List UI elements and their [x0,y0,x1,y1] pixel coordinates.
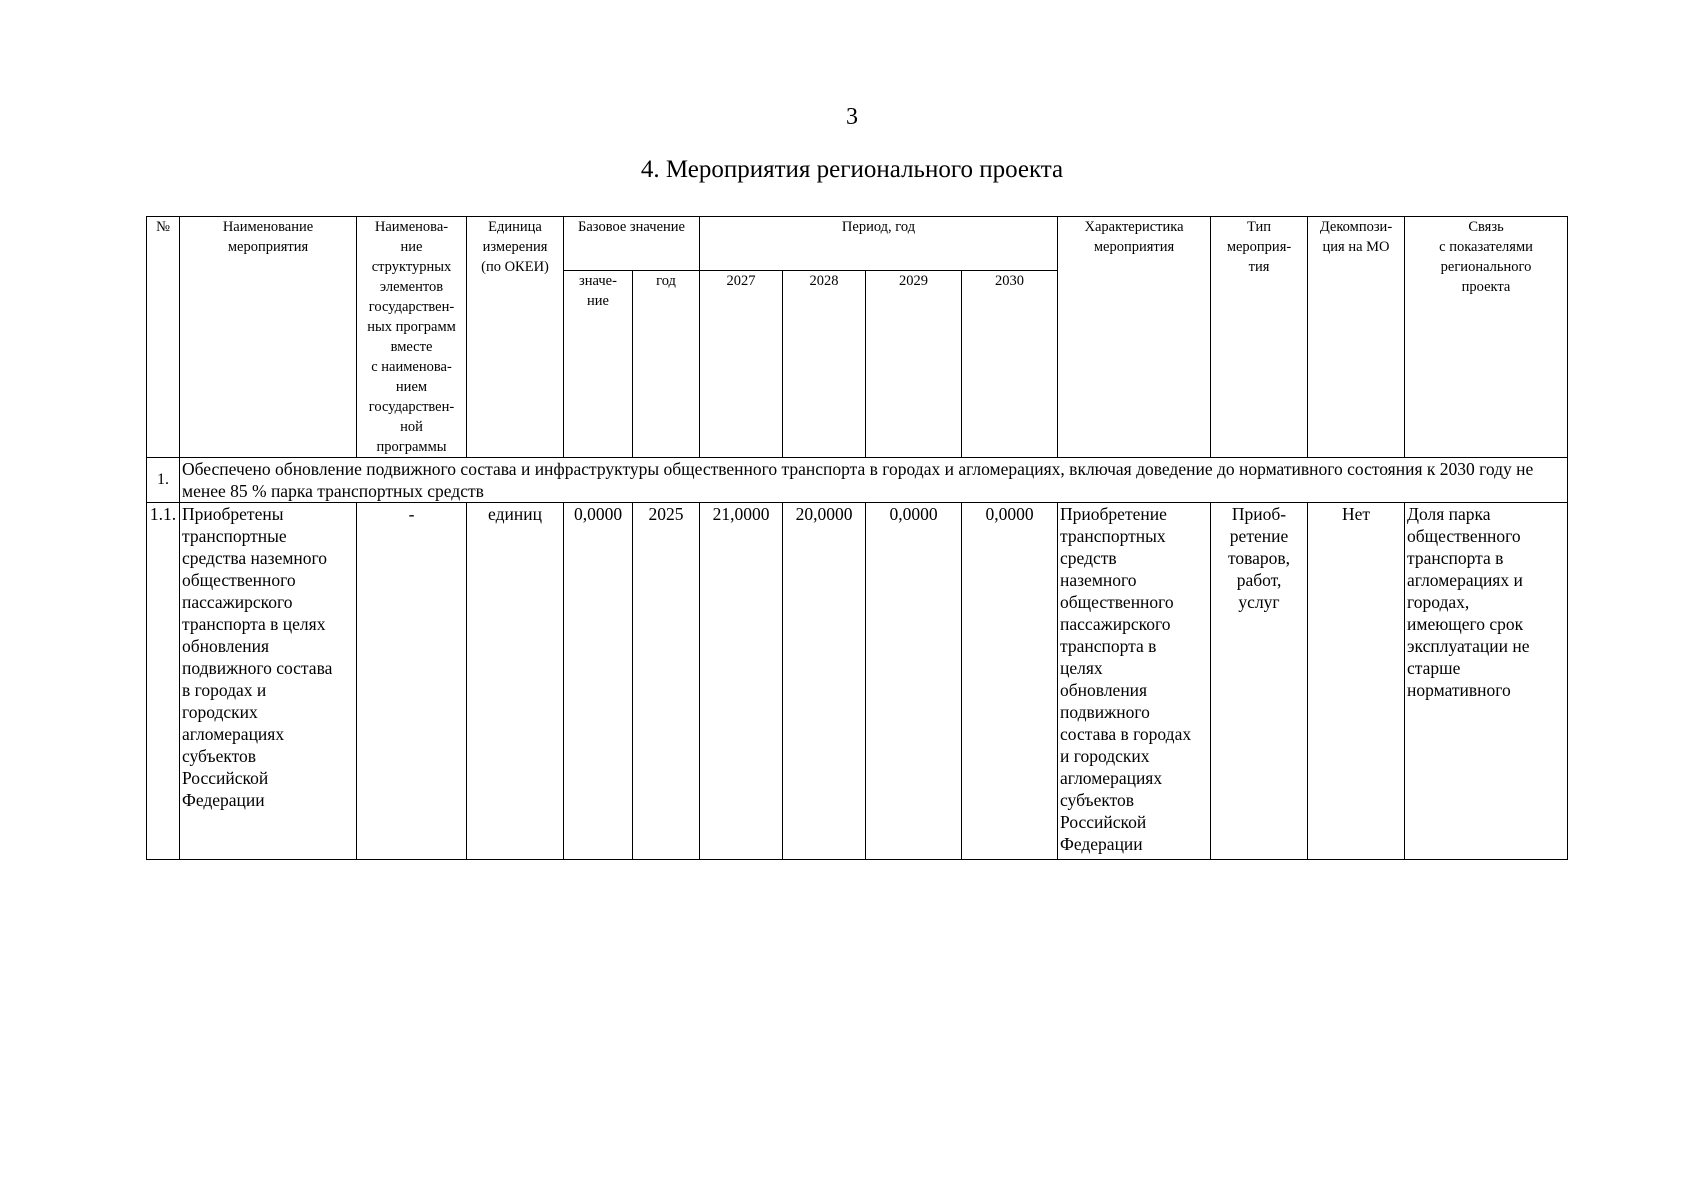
row-value-2030: 0,0000 [962,503,1058,860]
row-unit: единиц [467,503,564,860]
header-decomposition: Декомпози- ция на МО [1308,217,1405,458]
header-structural: Наименова- ние структурных элементов государствен- ных программ вместе с наименова- нием государствен- ной программы [357,217,467,458]
row-decomposition: Нет [1308,503,1405,860]
row-value-2029: 0,0000 [866,503,962,860]
row-value-2027: 21,0000 [700,503,783,860]
row-characteristic: Приобретение транспортных средств наземного общественного пассажирского транспорта в целях обновления подвижного состава в городах и городских агломерациях субъектов Российской Федерации [1058,503,1211,860]
header-year-2029: 2029 [866,270,962,457]
table-row [147,503,1568,860]
goal-row [147,458,1568,503]
header-base-value-sub: значе- ние [564,270,633,457]
row-num: 1.1. [147,503,180,860]
header-period: Период, год [700,217,1058,271]
header-year-2030: 2030 [962,270,1058,457]
header-type: Тип мероприя- тия [1211,217,1308,458]
goal-num: 1. [147,458,180,503]
header-year-2027: 2027 [700,270,783,457]
header-unit: Единица измерения (по ОКЕИ) [467,217,564,458]
header-name: Наименование мероприятия [180,217,357,458]
page-title-text: 4. Мероприятия регионального проекта [640,156,1064,183]
header-base-year-sub: год [633,270,700,457]
header-num: № [147,217,180,458]
row-base-value: 0,0000 [564,503,633,860]
measures-table [146,216,1568,860]
header-base-value: Базовое значение [564,217,700,271]
row-value-2028: 20,0000 [783,503,866,860]
row-link: Доля парка общественного транспорта в агломерациях и городах, имеющего срок эксплуатации не старше нормативного [1405,503,1568,860]
goal-text: Обеспечено обновление подвижного состава и инфраструктуры общественного транспорта в городах и агломерациях, включая доведение до нормативного состояния к 2030 году не менее 85 % парка транспортных средств [180,458,1568,503]
header-link: Связь с показателями регионального проекта [1405,217,1568,458]
page-number: 3 [846,104,858,130]
row-structural: - [357,503,467,860]
header-year-2028: 2028 [783,270,866,457]
header-characteristic: Характеристика мероприятия [1058,217,1211,458]
row-name: Приобретены транспортные средства наземного общественного пассажирского транспорта в целях обновления подвижного состава в городах и городских агломерациях субъектов Российской Федерации [180,503,357,860]
row-type: Приоб- ретение товаров, работ, услуг [1211,503,1308,860]
page-title [0,156,1704,184]
table-header [147,217,1568,458]
row-base-year: 2025 [633,503,700,860]
